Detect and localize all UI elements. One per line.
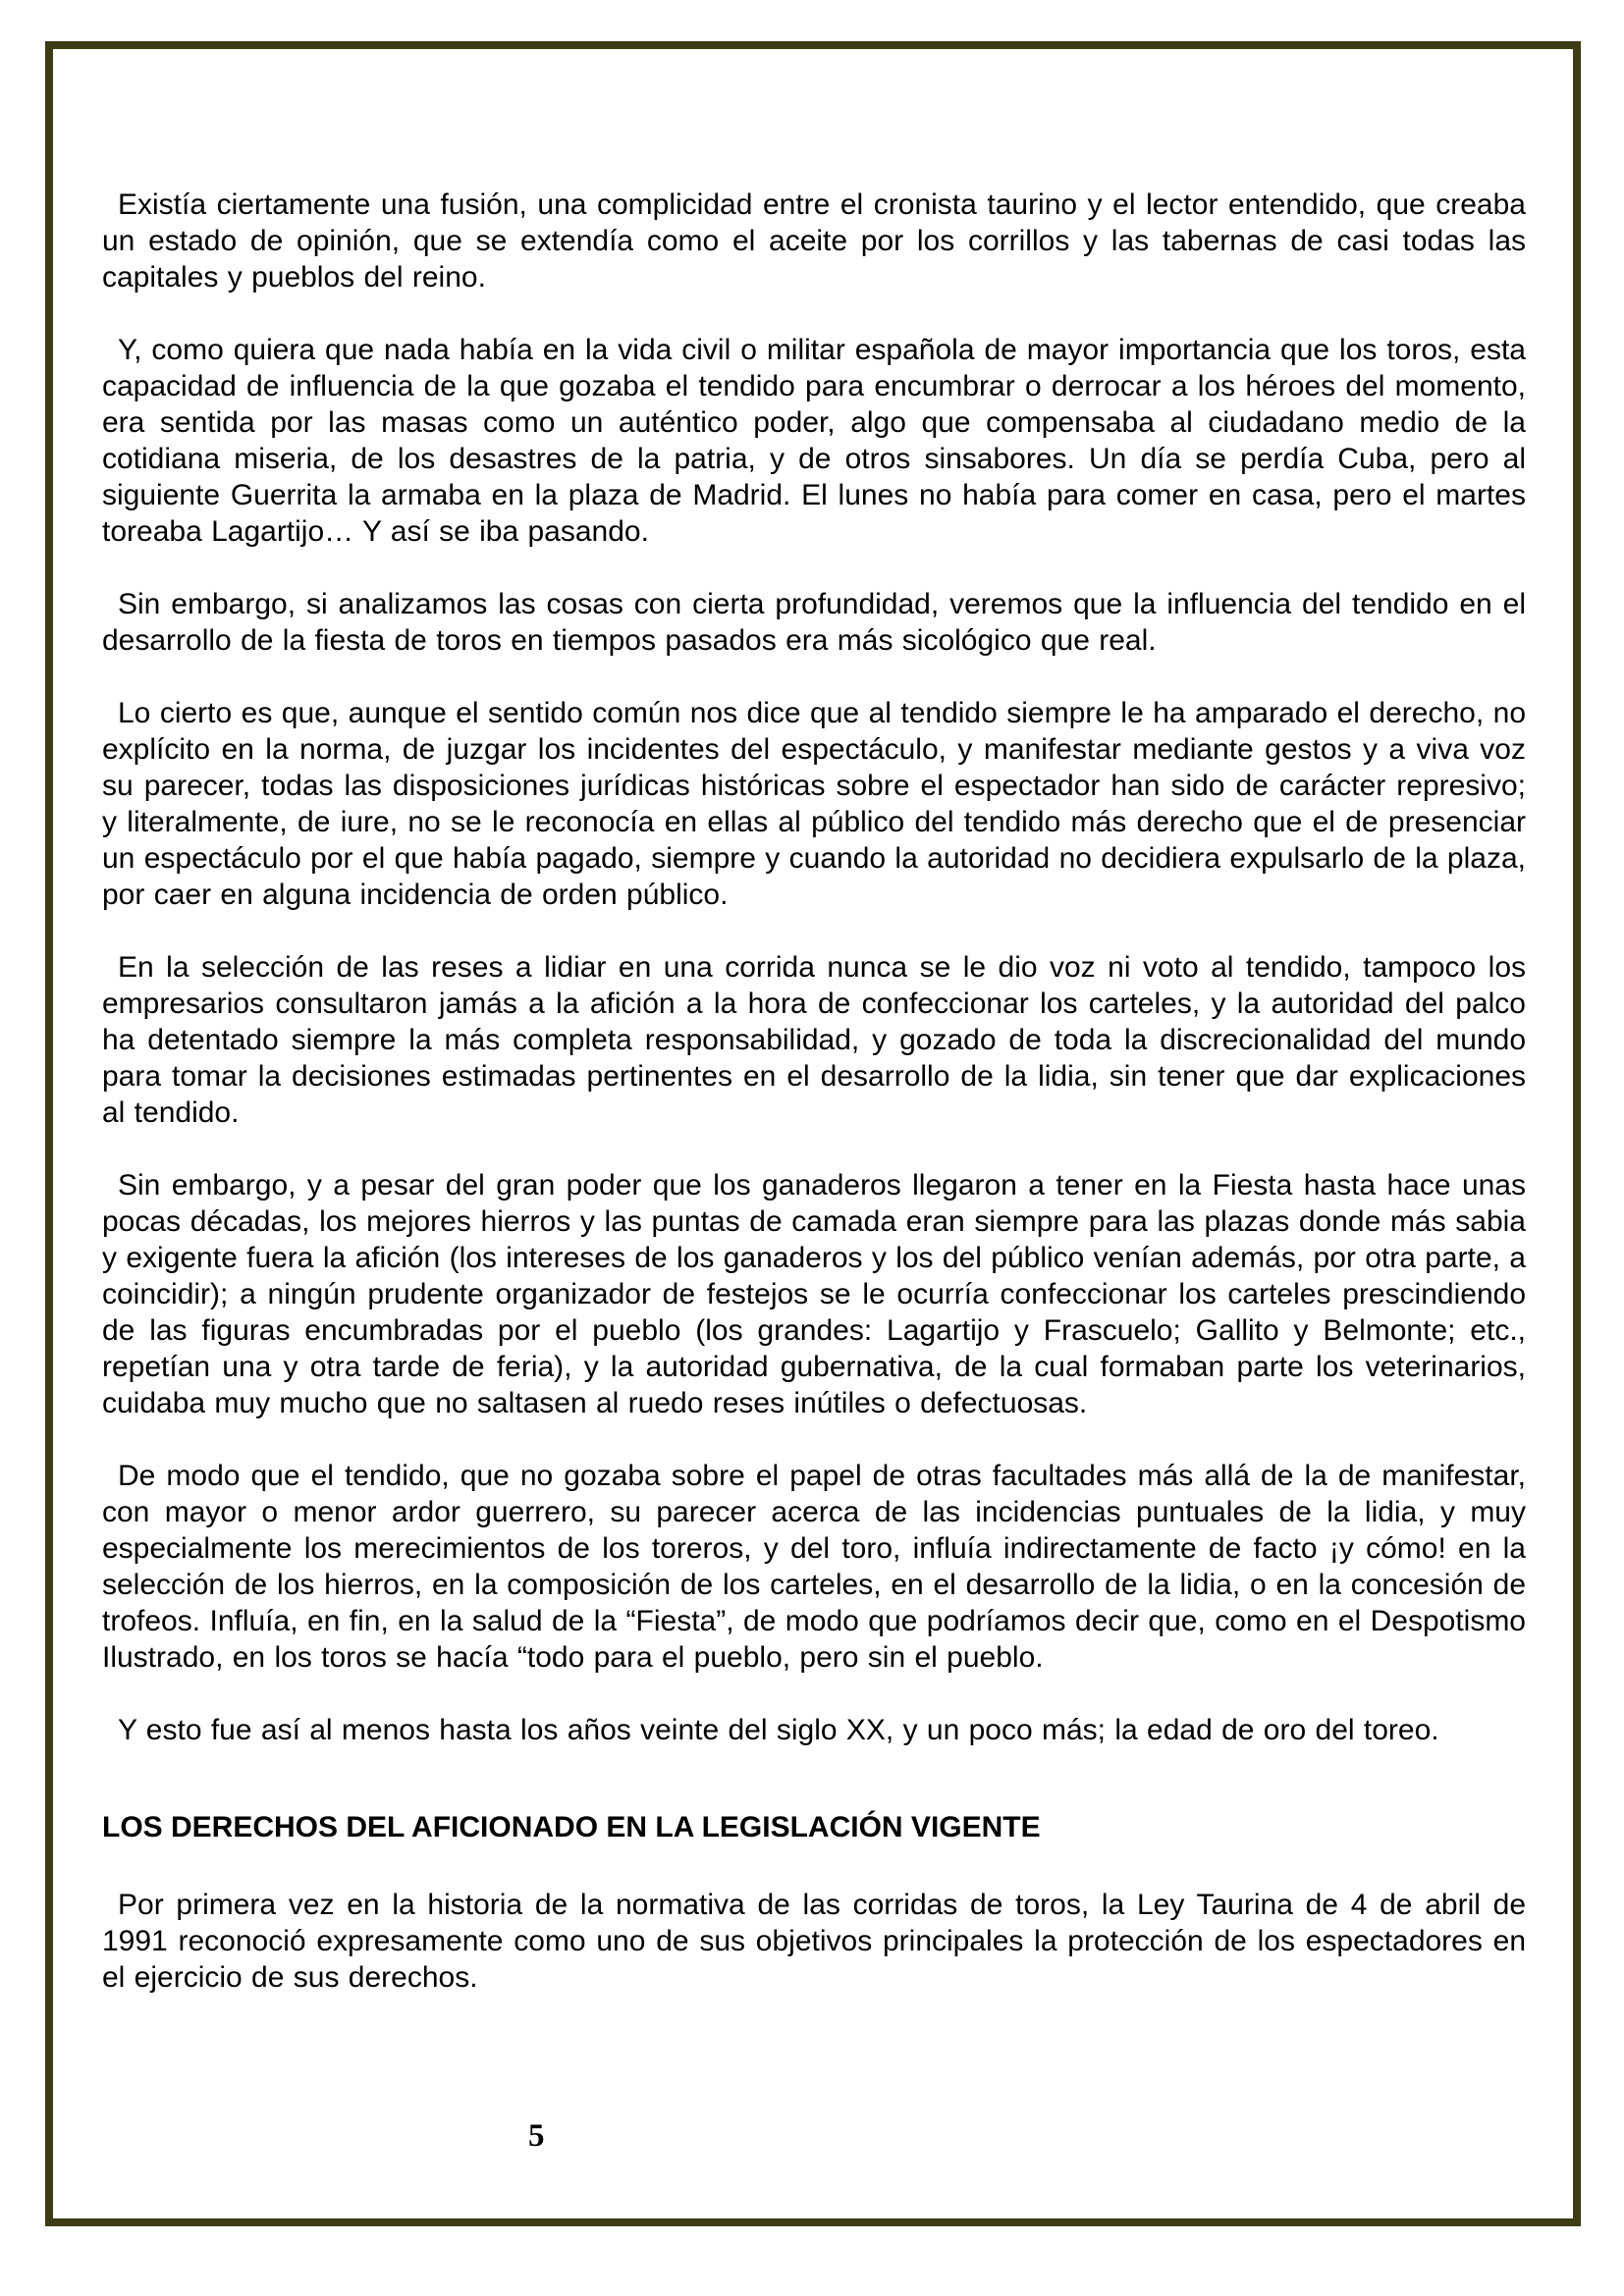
body-paragraph: Lo cierto es que, aunque el sentido común nos dice que al tendido siempre le ha amparado el derecho, no explícito en la norma, de juzgar los incidentes del espectáculo, y manifestar mediante gestos y a viva voz su parecer, todas las disposiciones jurídicas históricas sobre el espectador han sido de carácter represivo; y literalmente, de iure, no se le reconocía en ellas al público del tendido más derecho que el de presenciar un espectáculo por el que había pagado, siempre y cuando la autoridad no decidiera expulsarlo de la plaza, por caer en alguna incidencia de orden público. xyxy=(102,697,1526,911)
body-paragraph: Por primera vez en la historia de la normativa de las corridas de toros, la Ley Taurina de 4 de abril de 1991 reconoció expresamente como uno de sus objetivos principales la protección de los espectadores en el ejercicio de sus derechos. xyxy=(102,1889,1526,1994)
page-number: 5 xyxy=(528,2118,545,2154)
body-paragraph: Y, como quiera que nada había en la vida civil o militar española de mayor importancia que los toros, esta capacidad de influencia de la que gozaba el tendido para encumbrar o derrocar a los héroes del momento, era sentida por las masas como un auténtico poder, algo que compensaba al ciudadano medio de la cotidiana miseria, de los desastres de la patria, y de otros sinsabores. Un día se perdía Cuba, pero al siguiente Guerrita la armaba en la plaza de Madrid. El lunes no había para comer en casa, pero el martes toreaba Lagartijo… Y así se iba pasando. xyxy=(102,334,1526,548)
body-paragraph: En la selección de las reses a lidiar en una corrida nunca se le dio voz ni voto al tendido, tampoco los empresarios consultaron jamás a la afición a la hora de confeccionar los carteles, y la autoridad del palco ha detentado siempre la más completa responsabilidad, y gozado de toda la discrecionalidad del mundo para tomar la decisiones estimadas pertinentes en el desarrollo de la lidia, sin tener que dar explicaciones al tendido. xyxy=(102,951,1526,1129)
section-heading: LOS DERECHOS DEL AFICIONADO EN LA LEGISLACIÓN VIGENTE xyxy=(102,1811,1041,1843)
body-paragraph: De modo que el tendido, que no gozaba sobre el papel de otras facultades más allá de la de manifestar, con mayor o menor ardor guerrero, su parecer acerca de las incidencias puntuales de la lidia, y muy especialmente los merecimientos de los toreros, y del toro, influía indirectamente de facto ¡y cómo! en la selección de los hierros, en la composición de los carteles, en el desarrollo de la lidia, o en la concesión de trofeos. Influía, en fin, en la salud de la “Fiesta”, de modo que podríamos decir que, como en el Despotismo Ilustrado, en los toros se hacía “todo para el pueblo, pero sin el pueblo. xyxy=(102,1460,1526,1674)
body-paragraph: Y esto fue así al menos hasta los años veinte del siglo XX, y un poco más; la edad de oro del toreo. xyxy=(118,1714,1439,1746)
body-paragraph: Existía ciertamente una fusión, una complicidad entre el cronista taurino y el lector entendido, que creaba un estado de opinión, que se extendía como el aceite por los corrillos y las tabernas de casi todas las capitales y pueblos del reino. xyxy=(102,188,1526,294)
body-paragraph: Sin embargo, si analizamos las cosas con cierta profundidad, veremos que la influencia del tendido en el desarrollo de la fiesta de toros en tiempos pasados era más sicológico que real. xyxy=(102,588,1526,657)
text-block xyxy=(102,187,1526,2032)
body-paragraph: Sin embargo, y a pesar del gran poder que los ganaderos llegaron a tener en la Fiesta hasta hace unas pocas décadas, los mejores hierros y las puntas de camada eran siempre para las plazas donde más sabia y exigente fuera la afición (los intereses de los ganaderos y los del público venían además, por otra parte, a coincidir); a ningún prudente organizador de festejos se le ocurría confeccionar los carteles prescindiendo de las figuras encumbradas por el pueblo (los grandes: Lagartijo y Frascuelo; Gallito y Belmonte; etc., repetían una y otra tarde de feria), y la autoridad gubernativa, de la cual formaban parte los veterinarios, cuidaba muy mucho que no saltasen al ruedo reses inútiles o defectuosas. xyxy=(102,1169,1526,1419)
